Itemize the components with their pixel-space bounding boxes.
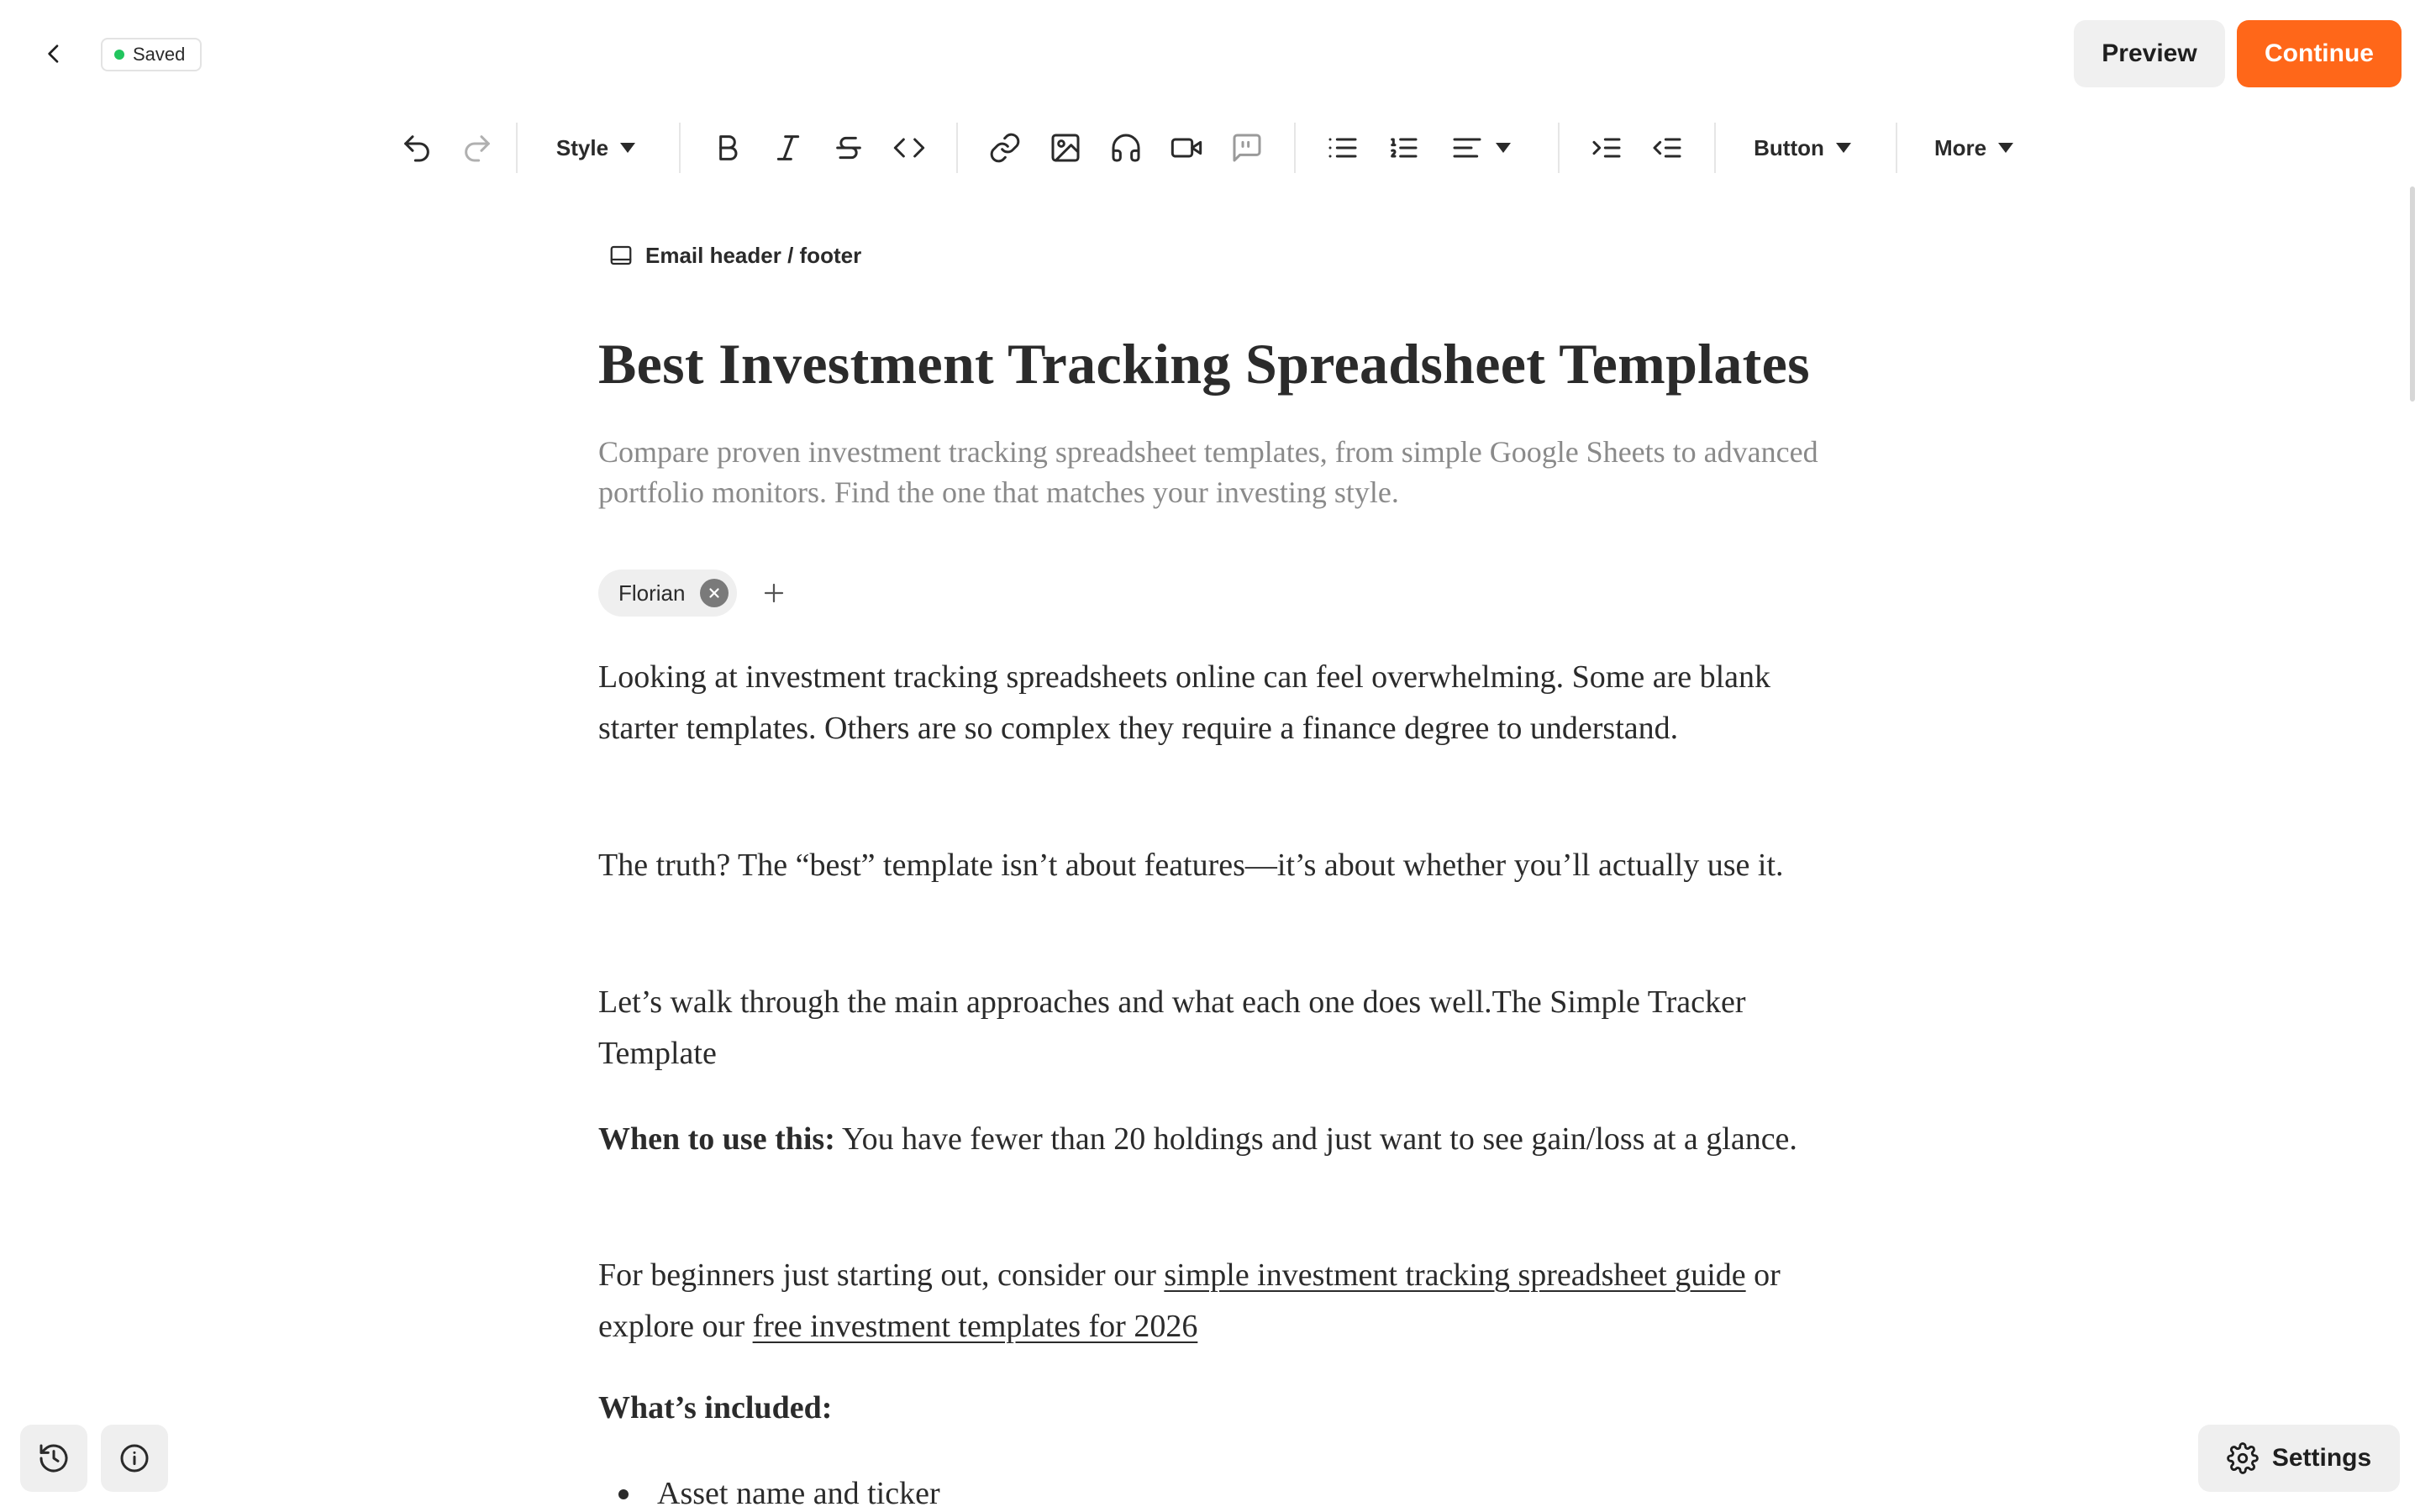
history-icon: [37, 1441, 71, 1475]
more-dropdown-label: More: [1933, 134, 1987, 160]
italic-icon: [771, 131, 805, 165]
toolbar-divider: [1294, 123, 1296, 173]
body-paragraph[interactable]: [598, 1383, 1825, 1434]
image-button[interactable]: [1040, 118, 1091, 178]
when-to-use-text: You have fewer than 20 holdings and just want to see gain/loss at a glance.: [834, 1121, 1797, 1157]
button-dropdown-label: Button: [1754, 134, 1824, 160]
code-icon: [892, 131, 926, 165]
settings-button[interactable]: [2198, 1425, 2400, 1492]
toolbar-divider: [1558, 123, 1560, 173]
quote-icon: [1230, 131, 1264, 165]
whats-included-label: What’s included:: [598, 1390, 833, 1425]
close-icon: [707, 585, 722, 601]
more-dropdown[interactable]: [1921, 118, 2027, 178]
info-button[interactable]: [101, 1425, 168, 1492]
toolbar-divider: [516, 123, 518, 173]
author-name: Florian: [618, 580, 686, 606]
strikethrough-icon: [832, 131, 865, 165]
add-author-button[interactable]: [757, 576, 791, 610]
history-button[interactable]: [20, 1425, 87, 1492]
list-item-text: Asset name and ticker: [657, 1476, 940, 1511]
link-button[interactable]: [980, 118, 1030, 178]
italic-button[interactable]: [763, 118, 813, 178]
body-paragraph[interactable]: Let’s walk through the main approaches and what each one does well.The Simple Tracker Template: [598, 984, 1746, 1071]
saved-status-label: Saved: [133, 44, 186, 65]
bullet-dot: [618, 1489, 629, 1499]
list-item[interactable]: [598, 1468, 940, 1512]
outdent-button[interactable]: [1642, 118, 1692, 178]
style-dropdown-label: Style: [555, 134, 609, 160]
headphones-icon: [1109, 131, 1143, 165]
body-paragraph[interactable]: [598, 1114, 1825, 1165]
button-dropdown[interactable]: [1739, 118, 1865, 178]
image-icon: [1049, 131, 1082, 165]
toolbar-divider: [1896, 123, 1897, 173]
beginners-text: For beginners just starting out, consider our: [598, 1257, 1165, 1293]
author-row: [598, 570, 791, 617]
saved-status-badge: [101, 38, 202, 71]
bold-button[interactable]: [702, 118, 753, 178]
audio-button[interactable]: [1101, 118, 1151, 178]
free-templates-link[interactable]: free investment templates for 2026: [752, 1309, 1198, 1344]
email-header-footer-toggle[interactable]: [608, 239, 861, 272]
numbered-list-button[interactable]: [1378, 118, 1428, 178]
align-left-icon: [1450, 131, 1484, 165]
undo-icon: [400, 131, 434, 165]
caret-down-icon: [1836, 143, 1851, 153]
remove-author-button[interactable]: [700, 579, 729, 607]
continue-button[interactable]: Continue: [2237, 20, 2402, 87]
body-paragraph[interactable]: The truth? The “best” template isn’t about features—it’s about whether you’ll actually use it.: [598, 848, 1784, 883]
editor-scrollbar[interactable]: [2410, 186, 2415, 402]
bullet-list-icon: [1326, 131, 1360, 165]
video-icon: [1170, 131, 1203, 165]
quote-button[interactable]: [1222, 118, 1272, 178]
numbered-list-icon: [1386, 131, 1420, 165]
body-paragraph[interactable]: [598, 1250, 1825, 1352]
caret-down-icon: [1998, 143, 2013, 153]
settings-label: Settings: [2271, 1444, 2372, 1472]
toolbar-divider: [679, 123, 681, 173]
redo-button[interactable]: [452, 118, 502, 178]
post-subtitle[interactable]: Compare proven investment tracking spreadsheet templates, from simple Google Sheets to advanced portfolio monitors. Find the one that matches your investing style.: [598, 435, 1818, 509]
bold-icon: [711, 131, 744, 165]
indent-button[interactable]: [1581, 118, 1632, 178]
email-header-footer-label: Email header / footer: [645, 242, 862, 268]
plus-icon: [761, 580, 786, 606]
beginners-text-continued: or explore our: [598, 1257, 1781, 1344]
layout-icon: [608, 243, 634, 268]
post-title[interactable]: Best Investment Tracking Spreadsheet Templates: [598, 332, 1810, 396]
body-paragraph[interactable]: Looking at investment tracking spreadsheets online can feel overwhelming. Some are blank starter templates. Others are so complex they require a finance degree to understand.: [598, 659, 1771, 746]
when-to-use-label: When to use this:: [598, 1121, 835, 1157]
toolbar-divider: [956, 123, 958, 173]
info-icon: [118, 1441, 151, 1475]
author-chip[interactable]: [598, 570, 737, 617]
back-button[interactable]: [34, 34, 74, 74]
strikethrough-button[interactable]: [823, 118, 874, 178]
gear-icon: [2227, 1442, 2259, 1474]
link-icon: [988, 131, 1022, 165]
saved-status-dot: [114, 50, 124, 60]
caret-down-icon: [1496, 143, 1511, 153]
undo-button[interactable]: [392, 118, 442, 178]
redo-icon: [460, 131, 494, 165]
chevron-left-icon: [40, 40, 67, 67]
caret-down-icon: [620, 143, 635, 153]
indent-icon: [1590, 131, 1623, 165]
editor-toolbar: [0, 118, 2420, 178]
simple-tracking-guide-link[interactable]: simple investment tracking spreadsheet guide: [1164, 1257, 1746, 1293]
outdent-icon: [1650, 131, 1684, 165]
toolbar-divider: [1714, 123, 1716, 173]
style-dropdown[interactable]: [546, 118, 645, 178]
video-button[interactable]: [1161, 118, 1212, 178]
align-dropdown[interactable]: [1439, 118, 1523, 178]
bullet-list-button[interactable]: [1318, 118, 1368, 178]
preview-button[interactable]: Preview: [2074, 20, 2225, 87]
code-button[interactable]: [884, 118, 934, 178]
